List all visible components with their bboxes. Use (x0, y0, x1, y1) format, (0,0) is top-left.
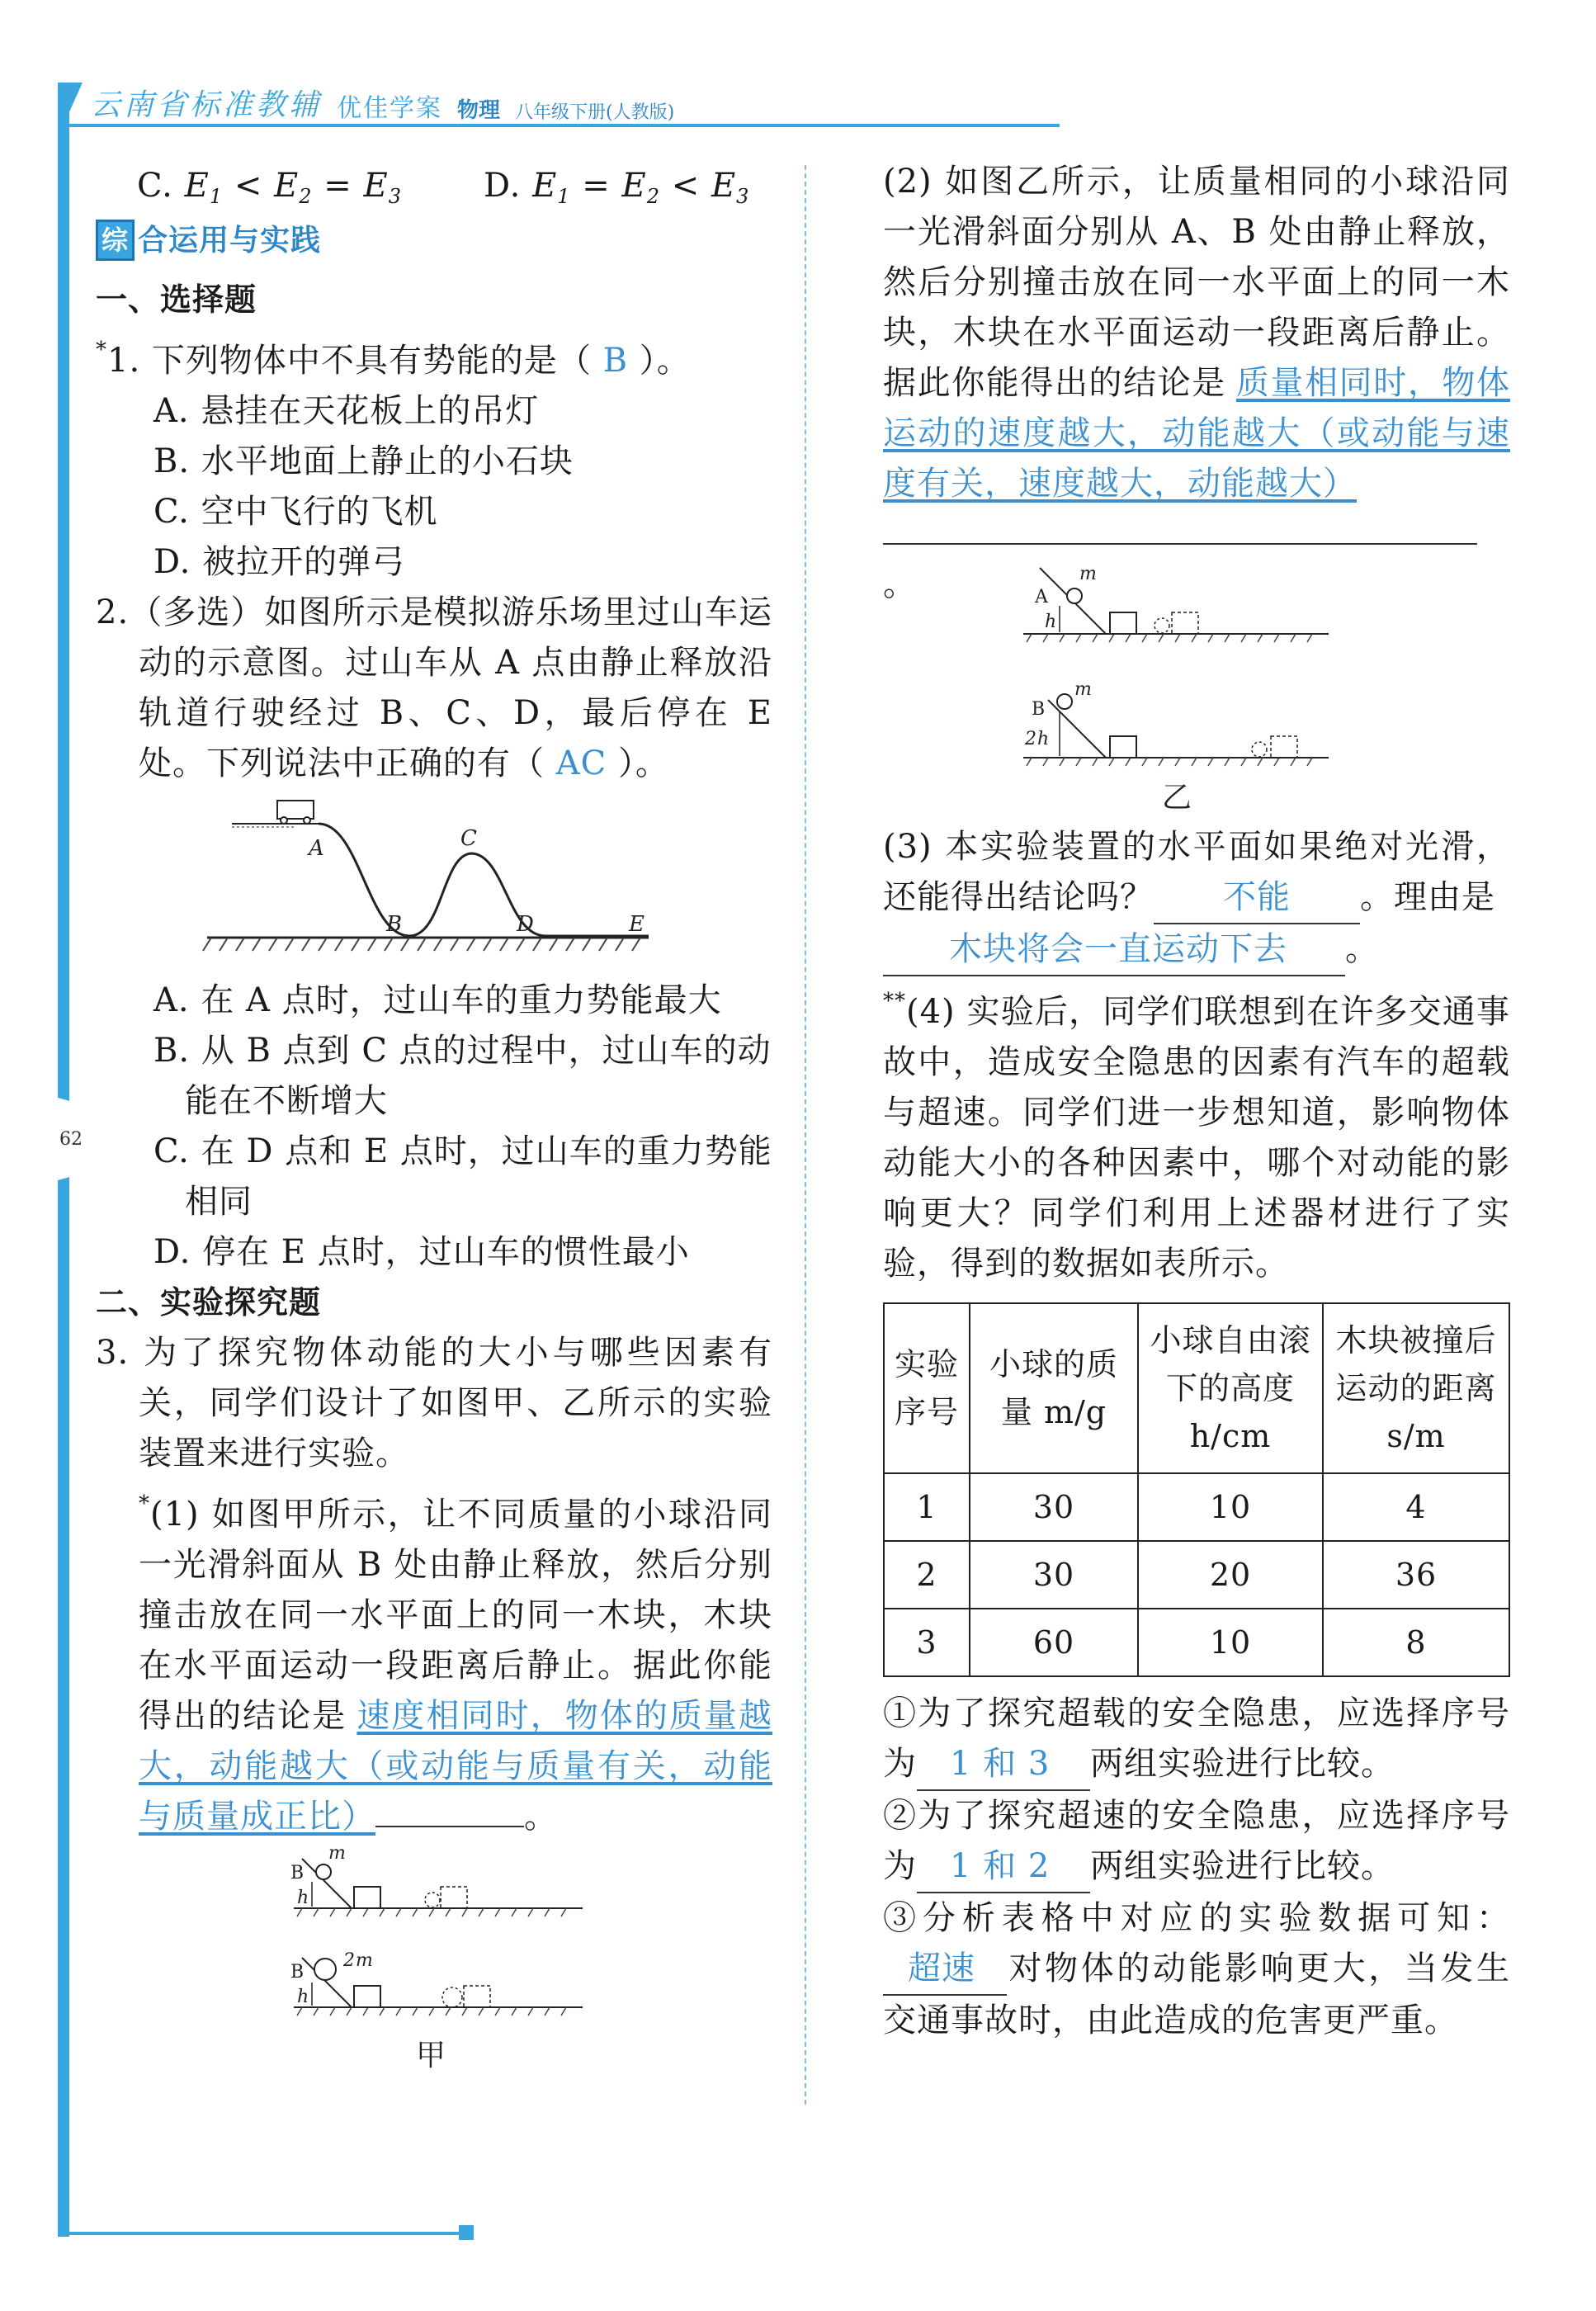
q3-sub2-blank: 。 (883, 509, 1510, 560)
part2-title: 二、实验探究题 (96, 1284, 322, 1321)
header-grade: 八年级下册(人教版) (515, 102, 675, 123)
q2-answer: AC (555, 744, 607, 782)
left-column (96, 161, 772, 2082)
bottom-rule (58, 2232, 462, 2235)
q1: *1. 下列物体中不具有势能的是（ B ）。 A. 悬挂在天花板上的吊灯 B. 水平地面上静止的小石块 C. 空中飞行的飞机 D. 被拉开的弹弓 (96, 325, 772, 588)
yi-label-b: B (1032, 699, 1046, 720)
prev-options-row: C. $E_1 < E_2 = E_3$ D. $E_1 = E_2 < E_3$ (137, 167, 750, 208)
q2-label-d: D (517, 912, 535, 937)
jia-label-2m: 2m (343, 1950, 374, 1971)
q1-option-a: A. 悬挂在天花板上的吊灯 (153, 392, 540, 430)
q3-sub4: **(4) 实验后，同学们联想到在许多交通事故中，造成安全隐患的因素有汽车的超载与超速。同学们进一步想知道，影响物体动能大小的各种因素中，哪个对动能的影响更大？同学们利用上述器材进行了实验，得到的数据如表所示。 (883, 989, 1510, 1283)
q3-sub1: (1) 如图甲所示，让不同质量的小球沿同一光滑斜面从 B 处由静止释放，然后分别撞击放在同一水平面上的同一木块，木块在水平面运动一段距离后静止。据此你能得出的结论是 (139, 1496, 772, 1735)
prev-option-d: D. (484, 167, 522, 205)
q3-sub3-reason-row: 木块将会一直运动下去 。 (883, 924, 1510, 976)
section-title-box: 综 (96, 220, 135, 261)
roller-coaster-figure (96, 789, 772, 971)
q-i-answer: 1 和 3 (950, 1745, 1051, 1783)
page-number: 62 (59, 1129, 83, 1150)
q2-option-d: D. 停在 E 点时，过山车的惯性最小 (153, 1233, 690, 1271)
header-series: 云南省标准教辅 (91, 88, 323, 122)
yi-label-m1: m (1079, 564, 1098, 584)
q2-option-b: B. 从 B 点到 C 点的过程中，过山车的动能在不断增大 (153, 1032, 772, 1120)
yi-label-2h: 2h (1025, 729, 1051, 749)
header-subject: 物理 (457, 98, 501, 123)
q3-sub3-answer: 不能 (1223, 878, 1291, 916)
table-row: 2 30 20 36 (884, 1541, 1509, 1609)
th-mass: 小球的质量 m/g (989, 1346, 1118, 1430)
q2-label-c: C (460, 826, 478, 851)
q3-sub3-reason: 木块将会一直运动下去 (949, 930, 1287, 968)
q-i: ①为了探究超载的安全隐患，应选择序号为 1 和 3 两组实验进行比较。 (883, 1689, 1510, 1791)
section-title-text: 合运用与实践 (138, 223, 322, 258)
q2-option-a: A. 在 A 点时，过山车的重力势能最大 (153, 981, 722, 1019)
table-header-row (884, 1303, 1509, 1473)
bottom-square (459, 2225, 474, 2240)
yi-label-m2: m (1074, 679, 1093, 700)
q2: 2.（多选）如图所示是模拟游乐场里过山车运动的示意图。过山车从 A 点由静止释放沿轨道行驶经过 B、C、D，最后停在 E 处。下列说法中正确的有（ AC ）。 A B C D E A. 在 A 点时，过山车的重力势能最大 B. 从 B 点到 C 点的过程中，过山车的动能在不断增大 C. 在 D 点和 E 点时，过山车的重力势能相同 D. 停在 E 点时，过山车的惯性最小 (96, 588, 772, 1278)
header-book: 优佳学案 (337, 94, 443, 123)
q2-option-c: C. 在 D 点和 E 点时，过山车的重力势能相同 (153, 1132, 772, 1221)
th-distance: 木块被撞后运动的距离 s/m (1335, 1322, 1497, 1454)
jia-label-b1: B (290, 1863, 305, 1883)
q1-option-c: C. 空中飞行的飞机 (153, 493, 438, 531)
th-seq: 实验序号 (894, 1346, 959, 1430)
header-rule (69, 124, 1060, 127)
prev-option-c: C. (137, 167, 173, 205)
q-ii-answer: 1 和 2 (950, 1847, 1051, 1885)
q2-label-e: E (629, 912, 645, 937)
q2-stem: 2.（多选）如图所示是模拟游乐场里过山车运动的示意图。过山车从 A 点由静止释放沿轨道行驶经过 B、C、D，最后停在 E 处。下列说法中正确的有（ (96, 593, 772, 782)
q3-sub2-answer: 质量相同时，物体运动的速度越大，动能越大（或动能与速度有关，速度越大，动能越大） (883, 364, 1511, 503)
jia-caption: 甲 (416, 2039, 447, 2072)
q3-sub2: (2) 如图乙所示，让质量相同的小球沿同一光滑斜面分别从 A、B 处由静止释放，然后分别撞击放在同一水平面上的同一木块，木块在水平面运动一段距离后静止。据此你能得出的结论是 质量相同时，物体运动的速度越大，动能越大（或动能与速度有关，速度越大，动能越大） (883, 163, 1511, 503)
q-iii: ③分析表格中对应的实验数据可知：超速 对物体的动能影响更大，当发生交通事故时，由此造成的危害更严重。 (883, 1899, 1510, 2039)
q-ii: ②为了探究超速的安全隐患，应选择序号为 1 和 2 两组实验进行比较。 (883, 1791, 1510, 1893)
q2-label-b: B (386, 912, 404, 937)
q-iii-answer: 超速 (908, 1949, 975, 1987)
jia-label-b2: B (290, 1962, 305, 1983)
yi-label-a: A (1035, 587, 1049, 607)
q1-answer: B (602, 342, 629, 380)
part1-title: 一、选择题 (96, 281, 257, 318)
jia-label-h2: h (297, 1987, 310, 2007)
figure-jia (96, 1842, 772, 2082)
right-column (883, 157, 1510, 2046)
table-row: 1 30 10 4 (884, 1473, 1509, 1541)
q3-stem: 3. 为了探究物体动能的大小与哪些因素有关，同学们设计了如图甲、乙所示的实验装置来进行实验。 (96, 1334, 772, 1472)
q3-sub1-answer: 速度相同时，物体的质量越大，动能越大（或动能与质量有关，动能与质量成正比） (139, 1697, 773, 1836)
q1-option-d: D. 被拉开的弹弓 (153, 543, 406, 581)
yi-label-h: h (1045, 612, 1058, 632)
jia-label-h1: h (297, 1888, 310, 1908)
jia-label-m: m (328, 1843, 347, 1864)
th-height: 小球自由滚下的高度 h/cm (1150, 1322, 1311, 1454)
data-table (883, 1302, 1510, 1677)
header-left-corner (58, 83, 83, 116)
q3-sub3: (3) 本实验装置的水平面如果绝对光滑，还能得出结论吗？ 不能 。理由是 (883, 822, 1510, 924)
table-row: 3 60 10 8 (884, 1609, 1509, 1676)
section-title (96, 214, 772, 267)
q2-label-a: A (309, 836, 325, 861)
q1-option-b: B. 水平地面上静止的小石块 (153, 442, 574, 480)
figure-yi (883, 560, 1510, 815)
yi-caption: 乙 (1162, 781, 1193, 815)
header (91, 83, 674, 124)
column-divider (805, 165, 806, 2105)
q1-stem: 1. 下列物体中不具有势能的是（ (107, 342, 592, 380)
q3: 3. 为了探究物体动能的大小与哪些因素有关，同学们设计了如图甲、乙所示的实验装置来进行实验。 *(1) 如图甲所示，让不同质量的小球沿同一光滑斜面从 B 处由静止释放，然后分别撞击放在同一水平面上的同一木块，木块在水平面运动一段距离后静止。据此你能得出的结论是 速度相同时，物体的质量越大，动能越大（或动能与质量有关，动能与质量成正比） 。 B m h B 2m h 甲 (96, 1328, 772, 2082)
